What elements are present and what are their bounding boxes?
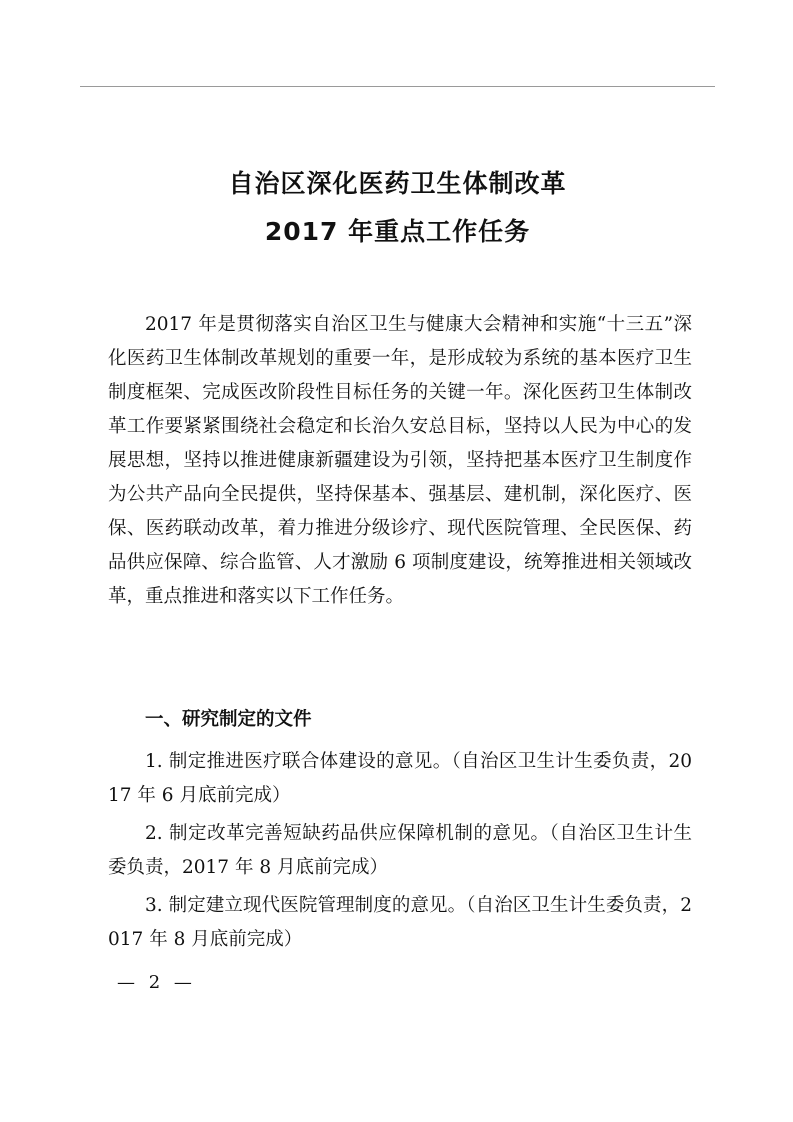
page-number: — 2 —	[117, 972, 196, 993]
intro-paragraph: 2017 年是贯彻落实自治区卫生与健康大会精神和实施“十三五”深化医药卫生体制改革规划的重要一年，是形成较为系统的基本医疗卫生制度框架、完成医改阶段性目标任务的关键一年。深化医药卫生体制改革工作要紧紧围绕社会稳定和长治久安总目标，坚持以人民为中心的发展思想，坚持以推进健康新疆建设为引领，坚持把基本医疗卫生制度作为公共产品向全民提供，坚持保基本、强基层、建机制，深化医疗、医保、医药联动改革，着力推进分级诊疗、现代医院管理、全民医保、药品供应保障、综合监管、人才激励 6 项制度建设，统筹推进相关领域改革，重点推进和落实以下工作任务。	[108, 314, 692, 607]
task-item-3: 3. 制定建立现代医院管理制度的意见。（自治区卫生计生委负责，2017 年 8 月底前完成）	[108, 895, 692, 950]
document-title-line-1: 自治区深化医药卫生体制改革	[228, 169, 567, 198]
document-title-line-2: 2017 年重点工作任务	[264, 217, 531, 246]
task-item-2: 2. 制定改革完善短缺药品供应保障机制的意见。（自治区卫生计生委负责，2017 年 8 月底前完成）	[108, 823, 692, 878]
header-rule	[80, 86, 715, 87]
task-item-1: 1. 制定推进医疗联合体建设的意见。（自治区卫生计生委负责，2017 年 6 月底前完成）	[108, 751, 692, 806]
section-heading: 一、研究制定的文件	[145, 709, 312, 730]
